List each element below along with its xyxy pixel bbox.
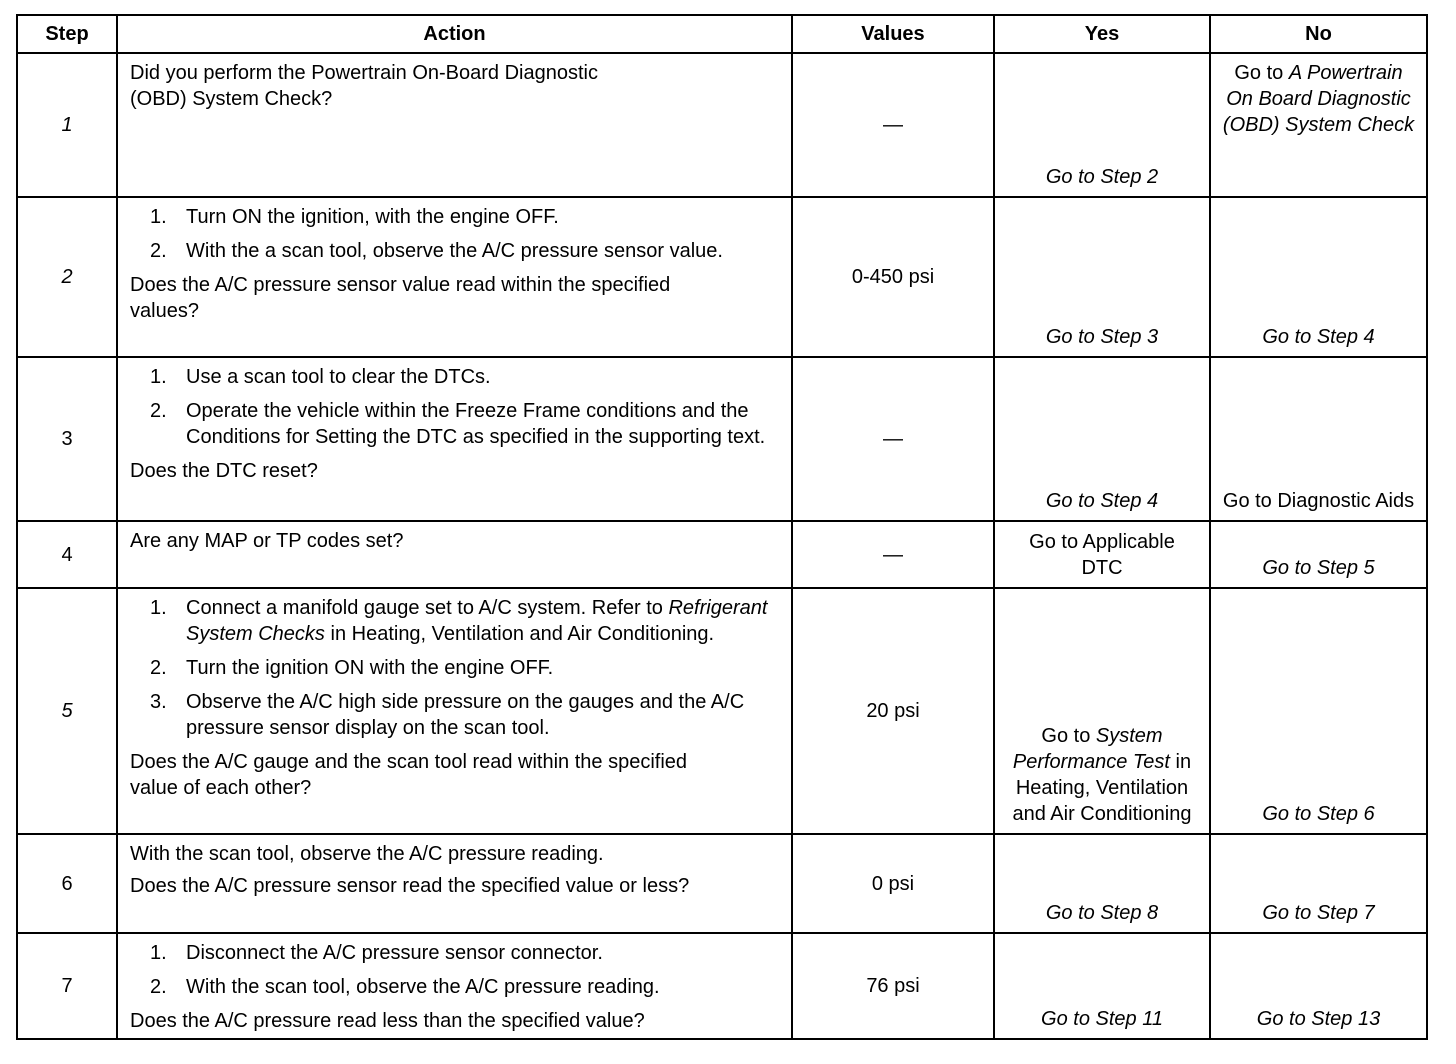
no-cell: Go to Step 5 bbox=[1210, 521, 1427, 588]
table-row-step-6 bbox=[17, 834, 1427, 933]
value-cell: — bbox=[792, 521, 994, 588]
action-cell bbox=[117, 521, 792, 588]
header-action: Action bbox=[117, 15, 792, 53]
action-step: 2. With the a scan tool, observe the A/C pressure sensor value. bbox=[150, 240, 723, 262]
action-cell bbox=[117, 197, 792, 357]
diagnostic-table-document bbox=[16, 14, 1428, 1040]
step-number: 5 bbox=[17, 588, 117, 834]
step-number: 6 bbox=[17, 834, 117, 933]
header-values: Values bbox=[792, 15, 994, 53]
yes-cell: Go to Applicable DTC bbox=[994, 521, 1210, 588]
step-number: 4 bbox=[17, 521, 117, 588]
action-question: Does the A/C gauge and the scan tool read within the specified value of each other? bbox=[130, 751, 688, 799]
diagnostic-table bbox=[16, 14, 1428, 1040]
action-question: Are any MAP or TP codes set? bbox=[130, 530, 404, 552]
header-row bbox=[17, 15, 1427, 53]
table-row-step-7 bbox=[17, 933, 1427, 1039]
action-cell bbox=[117, 933, 792, 1039]
action-question: Did you perform the Powertrain On-Board Diagnostic (OBD) System Check? bbox=[130, 62, 598, 110]
no-cell bbox=[1210, 53, 1427, 197]
no-reference: A Powertrain On Board Diagnostic (OBD) System Check bbox=[1222, 62, 1415, 136]
action-step: 3. Observe the A/C high side pressure on the gauges and the A/C pressure sensor display on the scan tool. bbox=[150, 691, 745, 739]
table-row-step-2 bbox=[17, 197, 1427, 357]
action-step: 1. Connect a manifold gauge set to A/C system. Refer to Refrigerant System Checks in Heating, Ventilation and Air Conditioning. bbox=[150, 597, 768, 645]
yes-cell: Go to Step 8 bbox=[994, 834, 1210, 933]
yes-cell: Go to Step 2 bbox=[994, 53, 1210, 197]
no-cell: Go to Step 13 bbox=[1210, 933, 1427, 1039]
step-number: 7 bbox=[17, 933, 117, 1039]
value-cell: — bbox=[792, 53, 994, 197]
action-cell bbox=[117, 357, 792, 521]
step-number: 1 bbox=[17, 53, 117, 197]
table-row-step-4 bbox=[17, 521, 1427, 588]
value-cell: — bbox=[792, 357, 994, 521]
action-steps bbox=[130, 204, 781, 264]
header-step: Step bbox=[17, 15, 117, 53]
no-cell: Go to Step 4 bbox=[1210, 197, 1427, 357]
action-question: Does the DTC reset? bbox=[130, 460, 318, 482]
step-number: 2 bbox=[17, 197, 117, 357]
value-cell: 0 psi bbox=[792, 834, 994, 933]
value-cell: 76 psi bbox=[792, 933, 994, 1039]
table-row-step-1 bbox=[17, 53, 1427, 197]
no-cell: Go to Step 6 bbox=[1210, 588, 1427, 834]
value-cell: 20 psi bbox=[792, 588, 994, 834]
header-no: No bbox=[1210, 15, 1427, 53]
action-steps bbox=[130, 940, 781, 1000]
table-row-step-5 bbox=[17, 588, 1427, 834]
action-step: 2. Operate the vehicle within the Freeze Frame conditions and the Conditions for Setting the DTC as specified in the supporting text. bbox=[150, 400, 766, 448]
action-step: 1. Use a scan tool to clear the DTCs. bbox=[150, 366, 491, 388]
value-cell: 0-450 psi bbox=[792, 197, 994, 357]
action-cell bbox=[117, 53, 792, 197]
yes-cell: Go to Step 4 bbox=[994, 357, 1210, 521]
table-row-step-3 bbox=[17, 357, 1427, 521]
yes-cell: Go to System Performance Test in Heating, Ventilation and Air Conditioning bbox=[994, 588, 1210, 834]
action-cell bbox=[117, 588, 792, 834]
yes-cell: Go to Step 11 bbox=[994, 933, 1210, 1039]
step-number: 3 bbox=[17, 357, 117, 521]
action-question: Does the A/C pressure sensor value read within the specified values? bbox=[130, 274, 671, 322]
no-prefix: Go to bbox=[1234, 62, 1284, 84]
no-cell: Go to Diagnostic Aids bbox=[1210, 357, 1427, 521]
action-steps bbox=[130, 364, 781, 450]
header-yes: Yes bbox=[994, 15, 1210, 53]
action-steps bbox=[130, 595, 781, 741]
action-step: 2. With the scan tool, observe the A/C pressure reading. bbox=[150, 976, 660, 998]
action-cell bbox=[117, 834, 792, 933]
action-step: 1. Disconnect the A/C pressure sensor connector. bbox=[150, 942, 603, 964]
no-cell: Go to Step 7 bbox=[1210, 834, 1427, 933]
action-question: Does the A/C pressure sensor read the specified value or less? bbox=[130, 875, 690, 897]
action-step: 1. Turn ON the ignition, with the engine OFF. bbox=[150, 206, 559, 228]
yes-cell: Go to Step 3 bbox=[994, 197, 1210, 357]
action-step: 2. Turn the ignition ON with the engine OFF. bbox=[150, 657, 554, 679]
action-question: Does the A/C pressure read less than the specified value? bbox=[130, 1010, 645, 1032]
action-instruction: With the scan tool, observe the A/C pressure reading. bbox=[130, 843, 604, 865]
